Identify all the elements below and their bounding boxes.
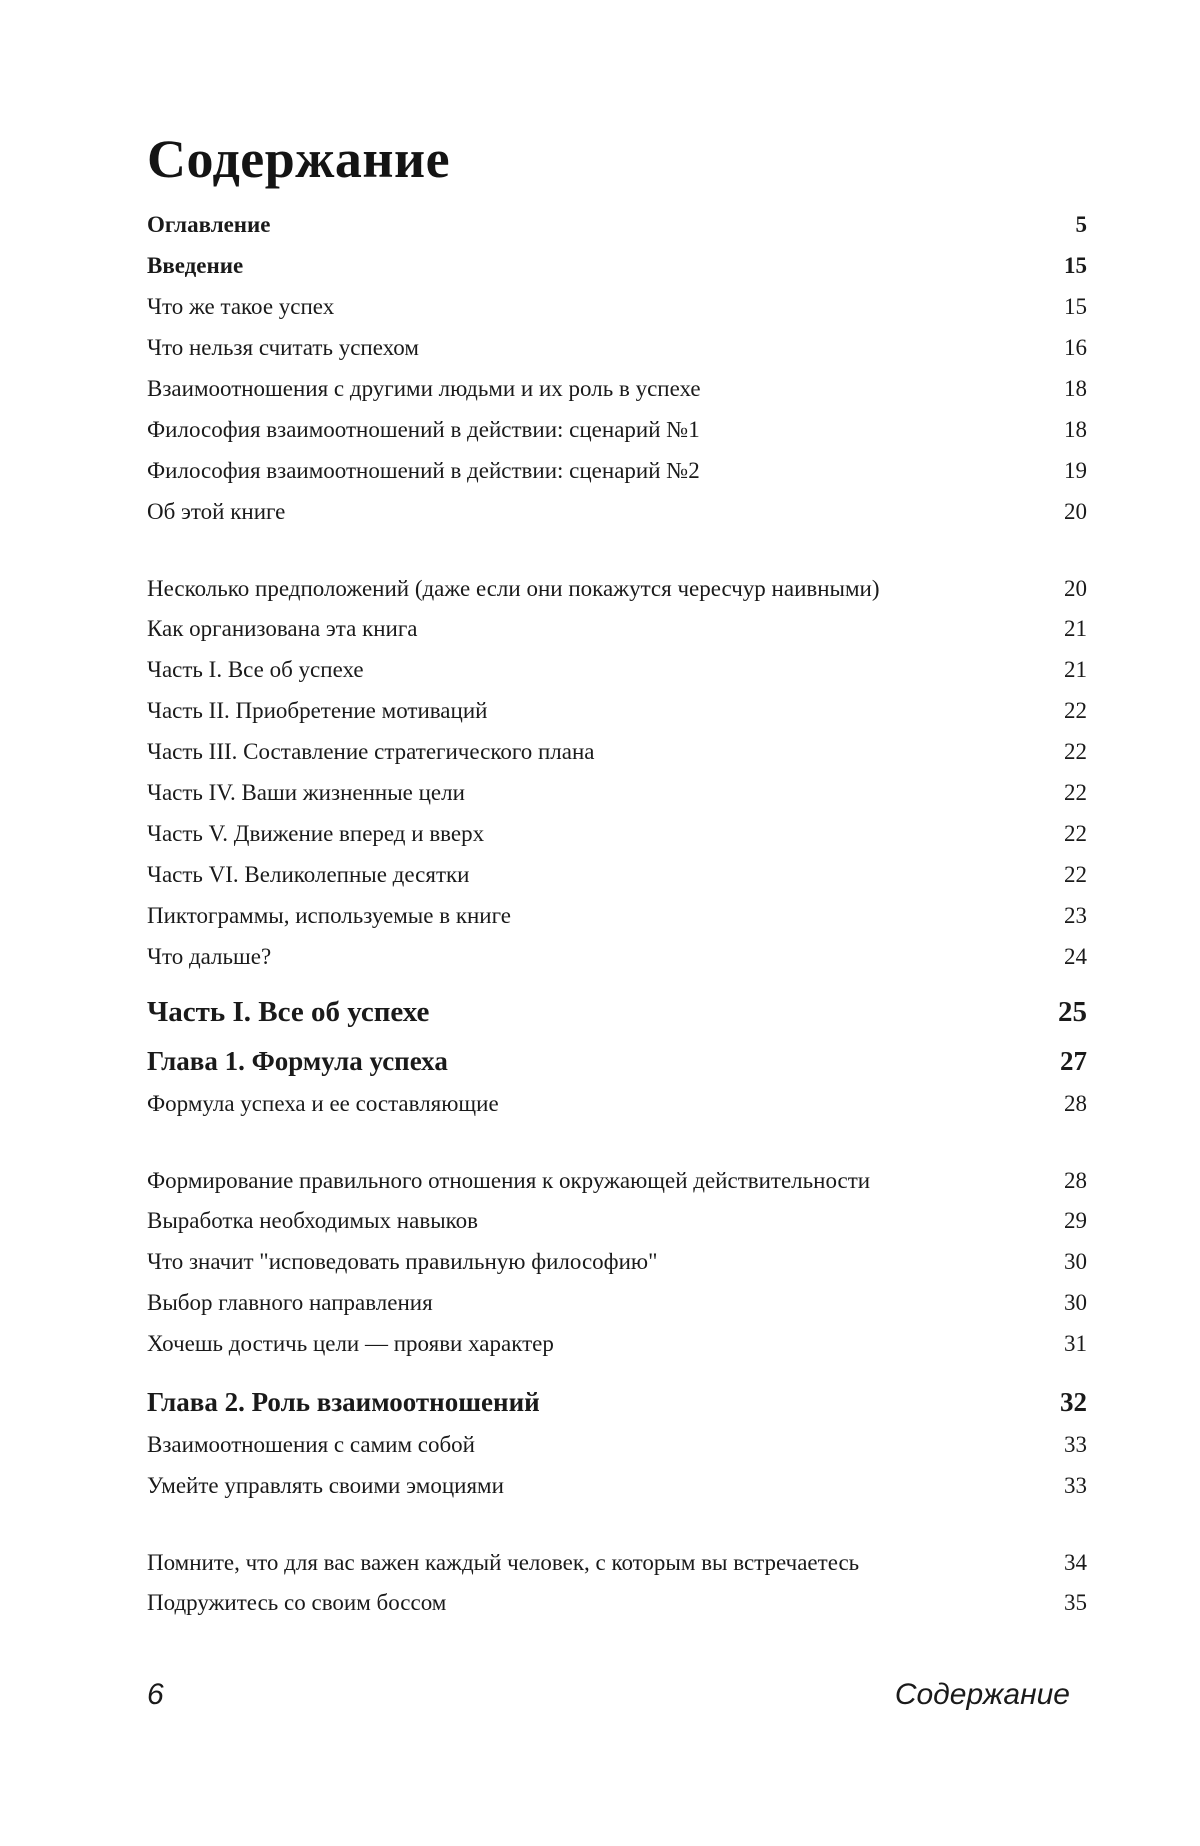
table-of-contents [147,204,1087,1623]
toc-entry-page: 28 [1064,1083,1087,1124]
toc-entry [147,772,1087,813]
toc-entry-title: Глава 1. Формула успеха [147,1039,947,1083]
toc-entry [147,532,1087,608]
toc-entry-page: 24 [1064,936,1087,977]
toc-entry [147,895,1087,936]
toc-entry [147,1465,1087,1506]
toc-entry-page: 18 [1064,409,1087,450]
toc-entry-page: 32 [1060,1380,1087,1424]
toc-entry-page: 28 [1064,1162,1087,1200]
toc-entry [147,936,1087,977]
toc-entry [147,854,1087,895]
toc-entry [147,1323,1087,1364]
toc-entry [147,491,1087,532]
toc-entry-page: 16 [1064,327,1087,368]
toc-entry-page: 21 [1064,608,1087,649]
toc-entry-title: Формирование правильного отношения к окружающей действительности [147,1162,947,1200]
toc-entry-page: 5 [1076,204,1088,245]
book-page [0,0,1200,1846]
toc-entry-title: Несколько предположений (даже если они покажутся чересчур наивными) [147,570,947,608]
toc-entry-page: 20 [1064,570,1087,608]
toc-entry-title: Взаимоотношения с самим собой [147,1424,947,1465]
toc-entry [147,813,1087,854]
toc-entry-page: 34 [1064,1544,1087,1582]
toc-entry [147,327,1087,368]
toc-entry-title: Выбор главного направления [147,1282,947,1323]
toc-entry-title: Философия взаимоотношений в действии: сценарий №1 [147,409,947,450]
toc-entry-page: 35 [1064,1582,1087,1623]
toc-entry-title: Формула успеха и ее составляющие [147,1083,947,1124]
toc-entry-title: Выработка необходимых навыков [147,1200,947,1241]
footer-page-number: 6 [147,1678,164,1712]
footer-running-title: Содержание [895,1678,1070,1712]
toc-entry [147,450,1087,491]
toc-entry-page: 22 [1064,690,1087,731]
toc-entry [147,649,1087,690]
toc-entry [147,1374,1087,1424]
toc-entry-title: Часть II. Приобретение мотиваций [147,690,947,731]
toc-entry-page: 21 [1064,649,1087,690]
toc-entry [147,286,1087,327]
toc-entry-title: Как организована эта книга [147,608,947,649]
toc-entry [147,1083,1087,1124]
toc-entry-page: 30 [1064,1241,1087,1282]
toc-entry [147,368,1087,409]
toc-entry [147,690,1087,731]
toc-entry [147,1200,1087,1241]
toc-entry-title: Введение [147,245,947,286]
toc-entry-title: Что дальше? [147,936,947,977]
toc-entry-page: 31 [1064,1323,1087,1364]
toc-entry-page: 22 [1064,813,1087,854]
toc-entry [147,1506,1087,1582]
toc-entry [147,1282,1087,1323]
toc-entry-title: Помните, что для вас важен каждый человек, с которым вы встречаетесь [147,1544,947,1582]
toc-entry-title: Пиктограммы, используемые в книге [147,895,947,936]
toc-entry [147,981,1087,1037]
toc-entry-title: Что же такое успех [147,286,947,327]
toc-entry-title: Часть IV. Ваши жизненные цели [147,772,947,813]
toc-entry [147,1424,1087,1465]
toc-entry-title: Глава 2. Роль взаимоотношений [147,1380,947,1424]
toc-entry-title: Об этой книге [147,491,947,532]
toc-entry-title: Что значит "исповедовать правильную философию" [147,1241,947,1282]
toc-entry-title: Умейте управлять своими эмоциями [147,1465,947,1506]
toc-entry-page: 22 [1064,772,1087,813]
toc-entry-title: Часть I. Все об успехе [147,987,947,1037]
toc-entry-title: Часть I. Все об успехе [147,649,947,690]
toc-entry-title: Взаимоотношения с другими людьми и их роль в успехе [147,368,947,409]
toc-entry [147,409,1087,450]
toc-entry-page: 15 [1064,286,1087,327]
toc-entry-page: 23 [1064,895,1087,936]
toc-entry-page: 15 [1064,245,1087,286]
toc-entry-page: 19 [1064,450,1087,491]
toc-entry [147,731,1087,772]
toc-entry-page: 27 [1060,1039,1087,1083]
toc-entry-page: 25 [1058,987,1087,1037]
toc-entry-title: Часть VI. Великолепные десятки [147,854,947,895]
toc-entry-page: 18 [1064,368,1087,409]
toc-entry [147,1037,1087,1083]
toc-entry-title: Философия взаимоотношений в действии: сценарий №2 [147,450,947,491]
toc-entry-title: Что нельзя считать успехом [147,327,947,368]
toc-entry-page: 22 [1064,854,1087,895]
toc-entry-title: Подружитесь со своим боссом [147,1582,947,1623]
page-title: Содержание [147,128,450,190]
toc-entry [147,1124,1087,1200]
toc-entry-page: 33 [1064,1465,1087,1506]
toc-entry [147,245,1087,286]
toc-entry-page: 30 [1064,1282,1087,1323]
toc-entry-title: Оглавление [147,204,947,245]
toc-entry [147,1241,1087,1282]
toc-entry [147,608,1087,649]
toc-entry [147,204,1087,245]
toc-entry [147,1582,1087,1623]
toc-entry-page: 20 [1064,491,1087,532]
toc-entry-page: 33 [1064,1424,1087,1465]
toc-entry-title: Часть III. Составление стратегического плана [147,731,947,772]
toc-entry-title: Часть V. Движение вперед и вверх [147,813,947,854]
toc-entry-title: Хочешь достичь цели — прояви характер [147,1323,947,1364]
toc-entry-page: 29 [1064,1200,1087,1241]
toc-entry-page: 22 [1064,731,1087,772]
